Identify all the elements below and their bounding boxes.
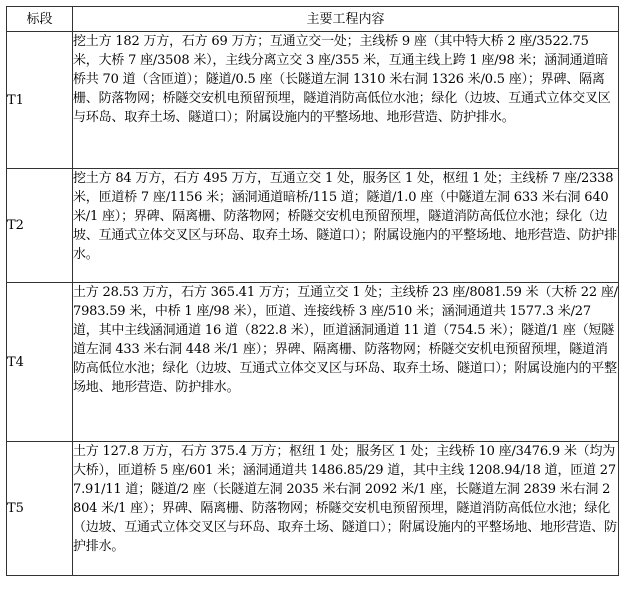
table-row	[7, 283, 619, 442]
content-cell-t2: 挖土方 84 万方，石方 495 万方，互通立交 1 处，服务区 1 处，枢纽 1 处；主线桥 7 座/2338 米，匝道桥 7 座/1156 米；涵洞通道暗桥/115 道；隧道/1.0 座（中隧道左洞 633 米右洞 640 米/1 座）；界碑、隔离栅、防落物网；桥隧交安机电预留预埋，隧道消防高低位水池；绿化（边坡、互通式立体交叉区与环岛、取弃土场、隧道口）；附属设施内的平整场地、地形营造、防护排水。	[73, 169, 619, 283]
table-row	[7, 169, 619, 283]
segment-cell-t1: T1	[7, 32, 73, 169]
table-header-row	[7, 7, 619, 32]
segment-cell-t5: T5	[7, 442, 73, 576]
works-table-container	[6, 6, 618, 576]
main-works-table	[6, 6, 619, 576]
header-segment: 标段	[7, 7, 73, 32]
segment-cell-t4: T4	[7, 283, 73, 442]
segment-cell-t2: T2	[7, 169, 73, 283]
table-row	[7, 32, 619, 169]
content-cell-t1: 挖土方 182 万方，石方 69 万方；互通立交一处；主线桥 9 座（其中特大桥 2 座/3522.75 米，大桥 7 座/3508 米），主线分离立交 3 座/355 米，互通主线上跨 1 座/98 米；涵洞通道暗桥共 70 道（含匝道）；隧道/0.5 座（长隧道左洞 1310 米右洞 1326 米/0.5 座）；界碑、隔离栅、防落物网；桥隧交安机电预留预埋，隧道消防高低位水池；绿化（边坡、互通式立体交叉区与环岛、取弃土场、隧道口）；附属设施内的平整场地、地形营造、防护排水。	[73, 32, 619, 169]
content-cell-t4: 土方 28.53 万方，石方 365.41 万方；互通立交 1 处；主线桥 23 座/8081.59 米（大桥 22 座/7983.59 米，中桥 1 座/98 米），匝道、连接线桥 3 座/510 米；涵洞通道共 1577.3 米/27 道，其中主线涵洞通道 16 道（822.8 米），匝道涵洞通道 11 道（754.5 米）；隧道/1 座（短隧道左洞 433 米右洞 448 米/1 座）；界碑、隔离栅、防落物网；桥隧交安机电预留预埋，隧道消防高低位水池；绿化（边坡、互通式立体交叉区与环岛、取弃土场、隧道口）；附属设施内的平整场地、地形营造、防护排水。	[73, 283, 619, 442]
table-row	[7, 442, 619, 576]
header-content: 主要工程内容	[73, 7, 619, 32]
content-cell-t5: 土方 127.8 万方，石方 375.4 万方；枢纽 1 处；服务区 1 处；主线桥 10 座/3476.9 米（均为大桥），匝道桥 5 座/601 米；涵洞通道共 1486.85/29 道，其中主线 1208.94/18 道，匝道 277.91/11 道；隧道/2 座（长隧道左洞 2035 米右洞 2092 米/1 座，长隧道左洞 2839 米右洞 2804 米/1 座）；界碑、隔离栅、防落物网；桥隧交安机电预留预埋，隧道消防高低位水池；绿化（边坡、互通式立体交叉区与环岛、取弃土场、隧道口）；附属设施内的平整场地、地形营造、防护排水。	[73, 442, 619, 576]
